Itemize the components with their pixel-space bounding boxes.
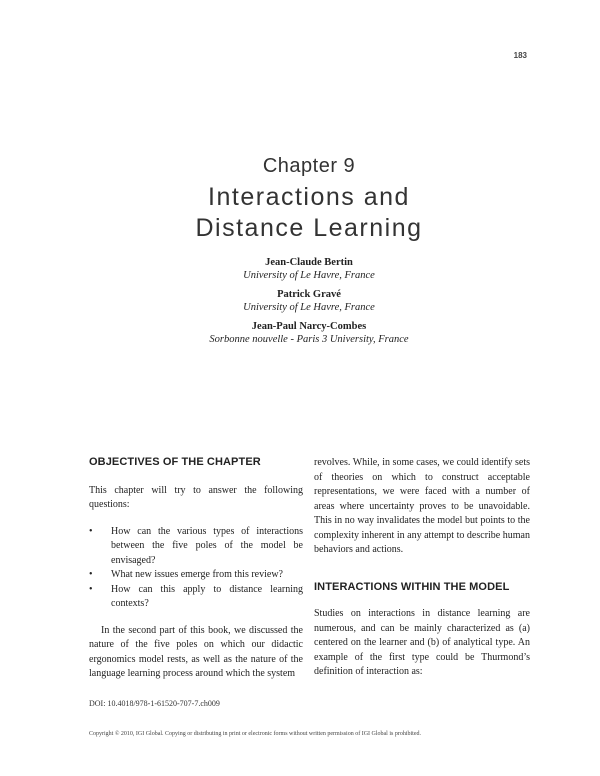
list-item [89,568,303,583]
body-paragraph: Studies on interactions in distance learning are numerous, and can be mainly characterized as (a) centered on the learner and (b) of analytical type. An example of the first type could be Thurmond’s definition of interaction as: [314,608,530,677]
author-affiliation: University of Le Havre, France [243,270,375,281]
list-item-text: What new issues emerge from this review? [111,569,283,580]
right-column [314,456,530,680]
doi: DOI: 10.4018/978-1-61520-707-7.ch009 [89,699,220,708]
author-list [0,256,600,352]
bullet-icon: • [89,583,93,595]
chapter-label: Chapter 9 [262,155,356,177]
author-name: Jean-Claude Bertin [265,257,353,268]
bullet-icon: • [89,569,93,580]
chapter-title-line-2: Distance Learning [195,214,423,242]
chapter-title-line-1: Interactions and [208,183,410,211]
list-item [89,525,303,569]
author-block [0,256,600,282]
author-block [0,320,600,346]
author-affiliation: Sorbonne nouvelle - Paris 3 University, France [209,334,409,345]
body-paragraph-continuation: revolves. While, in some cases, we could identify sets of theories on which to construct acceptable representations, we were faced with a number of areas where uncertainty proves to be unavoidable. This in no way invalidates the model but points to the complexity inherent in any attempt to describe human behaviors and actions. [314,457,530,555]
objectives-list [89,525,303,612]
bullet-icon: • [89,525,93,537]
author-name: Jean-Paul Narcy-Combes [251,321,367,332]
left-column [89,455,303,682]
list-item-text: How can this apply to distance learning contexts? [111,583,303,609]
body-paragraph: In the second part of this book, we discussed the nature of the five poles on which our didactic ergonomics model rests, as well as the nature of the language learning process around which the system [89,624,303,679]
author-block [0,288,600,314]
list-item-text: How can the various types of interactions between the five poles of the model be envisaged? [111,525,303,566]
chapter-title [0,182,600,244]
objectives-heading: OBJECTIVES OF THE CHAPTER [89,456,261,468]
objectives-intro: This chapter will try to answer the following questions: [89,484,303,510]
page-number: 183 [513,51,527,60]
author-name: Patrick Gravé [277,289,341,300]
copyright-notice: Copyright © 2010, IGI Global. Copying or distributing in print or electronic forms without written permission of IGI Global is prohibited. [89,731,422,737]
interactions-heading: INTERACTIONS WITHIN THE MODEL [314,580,510,593]
list-item [89,583,303,612]
author-affiliation: University of Le Havre, France [243,302,375,313]
